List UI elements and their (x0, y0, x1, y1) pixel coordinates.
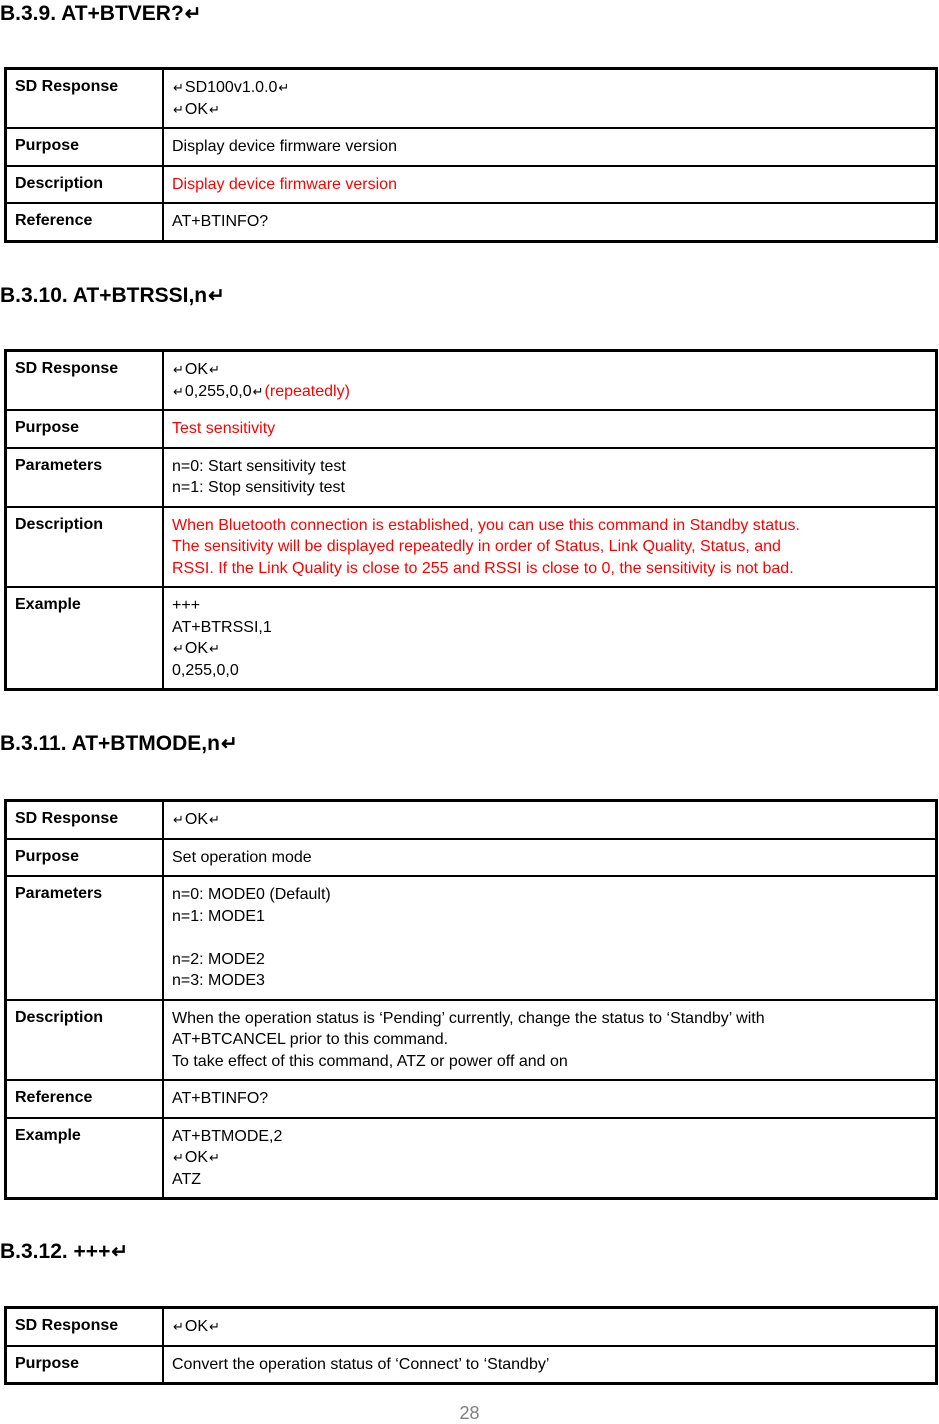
value-line (172, 906, 927, 928)
value-line (172, 136, 927, 158)
enter-icon: ↵ (220, 733, 238, 755)
row-label: Purpose (6, 128, 164, 166)
value-line (172, 174, 927, 196)
row-value (163, 410, 937, 448)
value-line (172, 970, 927, 992)
table-row (6, 876, 937, 1000)
value-text: ATZ (172, 1170, 202, 1188)
value-line (172, 77, 927, 99)
value-text: RSSI. If the Link Quality is close to 255 and RSSI is close to 0, the sensitivity is not bad. (172, 559, 794, 577)
carriage-return-icon: ↵ (173, 1150, 184, 1165)
value-line (172, 1126, 927, 1148)
row-value (163, 839, 937, 877)
carriage-return-icon: ↵ (173, 641, 184, 656)
row-value (163, 128, 937, 166)
value-line (172, 638, 927, 660)
row-value (163, 507, 937, 588)
table-row (6, 448, 937, 507)
value-line (172, 1088, 927, 1110)
table-row (6, 1346, 937, 1384)
value-text: n=1: MODE1 (172, 907, 265, 925)
row-value (163, 1080, 937, 1118)
value-line (172, 1354, 927, 1376)
value-text: OK (184, 1318, 209, 1335)
enter-icon: ↵ (208, 285, 225, 307)
row-label: Purpose (6, 1346, 164, 1384)
table-row (6, 69, 937, 129)
value-text: +++ (172, 597, 201, 614)
spec-table (4, 349, 938, 691)
value-text: When Bluetooth connection is established, you can use this command in Standby status. (172, 516, 800, 534)
page-number: 28 (459, 1403, 480, 1423)
value-text: 0,255,0,0 (172, 661, 239, 679)
row-label: SD Response (6, 69, 164, 129)
table-row (6, 203, 937, 241)
row-label: Parameters (6, 448, 164, 507)
value-text: OK (184, 811, 209, 828)
row-label: SD Response (6, 1308, 164, 1346)
row-value (163, 1346, 937, 1384)
carriage-return-icon: ↵ (252, 383, 264, 399)
value-line (172, 1029, 927, 1051)
row-value (163, 1118, 937, 1199)
table-row (6, 507, 937, 588)
section-heading: B.3.12. +++↵ (0, 1240, 129, 1263)
value-text: AT+BTINFO? (172, 213, 269, 230)
row-label: Purpose (6, 410, 164, 448)
carriage-return-icon: ↵ (209, 362, 220, 377)
row-value (163, 69, 937, 129)
value-text: Display device firmware version (172, 138, 397, 155)
table-row (6, 839, 937, 877)
value-text: AT+BTINFO? (172, 1090, 269, 1107)
value-line (172, 359, 927, 381)
value-text: AT+BTCANCEL prior to this command. (172, 1031, 449, 1048)
value-text: When the operation status is ‘Pending’ currently, change the status to ‘Standby’ with (172, 1009, 765, 1027)
value-line (172, 536, 927, 558)
value-text: n=1: Stop sensitivity test (172, 479, 345, 496)
carriage-return-icon: ↵ (209, 641, 220, 656)
table-row (6, 1080, 937, 1118)
row-value (163, 1308, 937, 1346)
section-heading: B.3.9. AT+BTVER?↵ (0, 2, 202, 25)
value-line (172, 617, 927, 639)
section-heading: B.3.11. AT+BTMODE,n↵ (0, 732, 238, 755)
value-text: OK (184, 1149, 209, 1166)
blank-line (172, 927, 927, 949)
value-text: To take effect of this command, ATZ or power off and on (172, 1052, 568, 1070)
row-label: SD Response (6, 801, 164, 839)
value-line (172, 211, 927, 233)
value-line (172, 477, 927, 499)
value-text: n=0: Start sensitivity test (172, 457, 346, 475)
carriage-return-icon: ↵ (209, 812, 220, 827)
table-row (6, 587, 937, 690)
row-label: Description (6, 507, 164, 588)
row-label: Purpose (6, 839, 164, 877)
value-line (172, 847, 927, 869)
value-line (172, 515, 927, 537)
carriage-return-icon: ↵ (173, 101, 184, 117)
row-value (163, 351, 937, 411)
row-value (163, 801, 937, 839)
section-heading: B.3.10. AT+BTRSSI,n↵ (0, 284, 225, 307)
carriage-return-icon: ↵ (209, 1319, 220, 1334)
carriage-return-icon: ↵ (173, 362, 184, 377)
value-text: SD100v1.0.0 (184, 79, 278, 96)
value-text: Display device firmware version (172, 175, 397, 193)
row-value (163, 876, 937, 1000)
value-line (172, 558, 927, 580)
row-value (163, 166, 937, 204)
value-text: Set operation mode (172, 848, 312, 866)
value-text: 0,255,0,0 (184, 382, 252, 400)
table-row (6, 166, 937, 204)
row-label: SD Response (6, 351, 164, 411)
value-line (172, 99, 927, 121)
value-line (172, 1008, 927, 1030)
row-label: Reference (6, 203, 164, 241)
value-text: OK (184, 361, 209, 378)
value-text: OK (184, 640, 209, 657)
table-row (6, 410, 937, 448)
carriage-return-icon: ↵ (209, 101, 220, 117)
carriage-return-icon: ↵ (173, 80, 184, 95)
table-row (6, 351, 937, 411)
row-label: Description (6, 1000, 164, 1081)
value-text: Test sensitivity (172, 420, 276, 437)
table-row (6, 1000, 937, 1081)
value-line (172, 1051, 927, 1073)
row-value (163, 1000, 937, 1081)
value-text: AT+BTRSSI,1 (172, 618, 272, 636)
carriage-return-icon: ↵ (209, 1150, 220, 1165)
row-value (163, 587, 937, 690)
spec-table (4, 1306, 938, 1385)
value-text: Convert the operation status of ‘Connect’ to ‘Standby’ (172, 1355, 550, 1373)
value-text: The sensitivity will be displayed repeatedly in order of Status, Link Quality, Status, and (172, 538, 781, 555)
carriage-return-icon: ↵ (173, 812, 184, 827)
table-row (6, 128, 937, 166)
value-text: OK (184, 100, 209, 118)
value-line (172, 1147, 927, 1169)
spec-table (4, 67, 938, 243)
carriage-return-icon: ↵ (278, 80, 290, 95)
table-row (6, 1308, 937, 1346)
table-row (6, 1118, 937, 1199)
value-suffix: (repeatedly) (264, 382, 350, 400)
value-line (172, 381, 927, 403)
value-line (172, 595, 927, 617)
carriage-return-icon: ↵ (173, 383, 184, 399)
row-label: Description (6, 166, 164, 204)
value-line (172, 660, 927, 682)
enter-icon: ↵ (184, 3, 202, 25)
value-line (172, 456, 927, 478)
value-text: n=3: MODE3 (172, 972, 265, 989)
value-line (172, 884, 927, 906)
row-value (163, 448, 937, 507)
value-line (172, 809, 927, 831)
row-label: Example (6, 1118, 164, 1199)
enter-icon: ↵ (111, 1241, 129, 1263)
value-line (172, 1169, 927, 1191)
table-row (6, 801, 937, 839)
row-label: Parameters (6, 876, 164, 1000)
row-label: Example (6, 587, 164, 690)
value-line (172, 1316, 927, 1338)
value-line (172, 418, 927, 440)
carriage-return-icon: ↵ (173, 1319, 184, 1334)
value-text: AT+BTMODE,2 (172, 1127, 283, 1145)
value-text: n=2: MODE2 (172, 950, 265, 968)
value-line (172, 949, 927, 971)
row-label: Reference (6, 1080, 164, 1118)
value-text: n=0: MODE0 (Default) (172, 886, 331, 903)
spec-table (4, 799, 938, 1200)
row-value (163, 203, 937, 241)
